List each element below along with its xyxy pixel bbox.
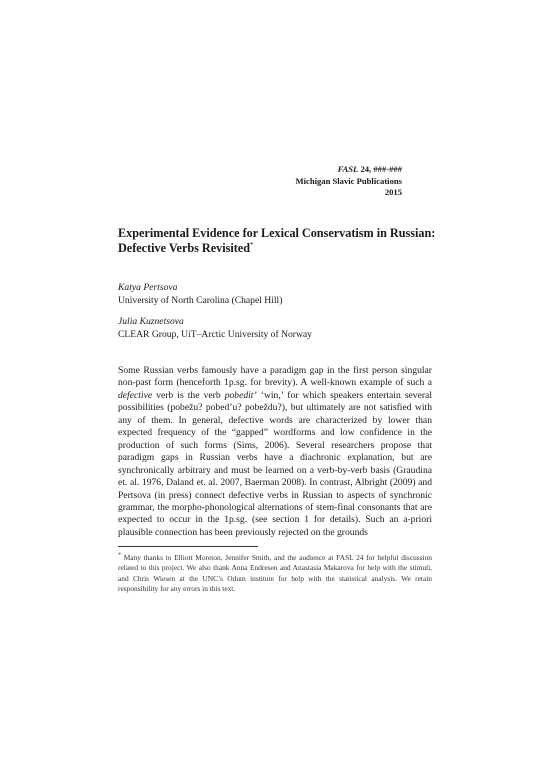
body-text-segment: Some Russian verbs famously have a paradigm gap in the first person singular non-past form (henceforth 1p.sg. for brevity). A well-known example of such a [118, 365, 432, 389]
body-text-segment: verb is the verb [152, 389, 225, 401]
journal-header [296, 164, 402, 199]
journal-citation [296, 164, 402, 176]
title-line-2-text: Defective Verbs Revisited [118, 240, 250, 255]
publisher: Michigan Slavic Publications [295, 175, 402, 186]
author-block-2 [118, 316, 312, 341]
title-line-2 [118, 241, 438, 256]
journal-name: FASL [337, 164, 359, 174]
paper-title [118, 226, 438, 255]
footnote-text: Many thanks to Elliott Moreton, Jennifer Smith, and the audience at FASL 24 for helpful discussion related to this project. We also thank Anna Endresen and Anastasia Makarova for help with the stimuli, and Chris Wiesen at the UNC’s Odum institute for help with the statistical analysis. We retain responsibility for any errors in this text. [118, 553, 432, 593]
footnote [118, 553, 432, 594]
body-paragraph [118, 365, 432, 539]
footnote-mark: * [118, 552, 121, 559]
body-text-segment: ‘win,’ for which speakers entertain several possibilities (pobežu? pobed’u? pobeždu?), but ultimately are not satisfied with any of them. In general, defective words are characterized by lower than expected frequency of the “gapped” wordforms and low confidence in the production of such forms (Sims, 2006). Several researchers propose that paradigm gaps in Russian verbs have a diachronic explanation, but are synchronically arbitrary and must be learned on a verb-by-verb basis (Graudina et. al. 1976, Daland et. al. 2007, Baerman 2008). In contrast, Albright (2009) and Pertsova (in press) connect defective verbs in Russian to aspects of synchronic grammar, the morpho-phonological alternations of stem-final consonants that are expected to occur in the 1p.sg. (see section 1 for details). Such an a-priori plausible connection has been previously rejected on the grounds [118, 389, 432, 538]
body-italic-term: defective [118, 389, 153, 401]
author-affiliation: CLEAR Group, UiT–Arctic University of Norway [118, 328, 312, 340]
title-footnote-mark: * [250, 240, 254, 249]
author-name: Julia Kuznetsova [118, 316, 184, 327]
journal-volume-pages: 24, ###-### [360, 164, 402, 174]
publication-year: 2015 [384, 187, 402, 197]
author-affiliation: University of North Carolina (Chapel Hill) [118, 294, 283, 306]
author-name: Katya Pertsova [118, 282, 178, 293]
footnote-divider [118, 546, 258, 547]
author-block-1 [118, 282, 282, 307]
title-line-1: Experimental Evidence for Lexical Conservatism in Russian: [118, 226, 436, 240]
body-italic-term: pobedit’ [224, 389, 257, 401]
